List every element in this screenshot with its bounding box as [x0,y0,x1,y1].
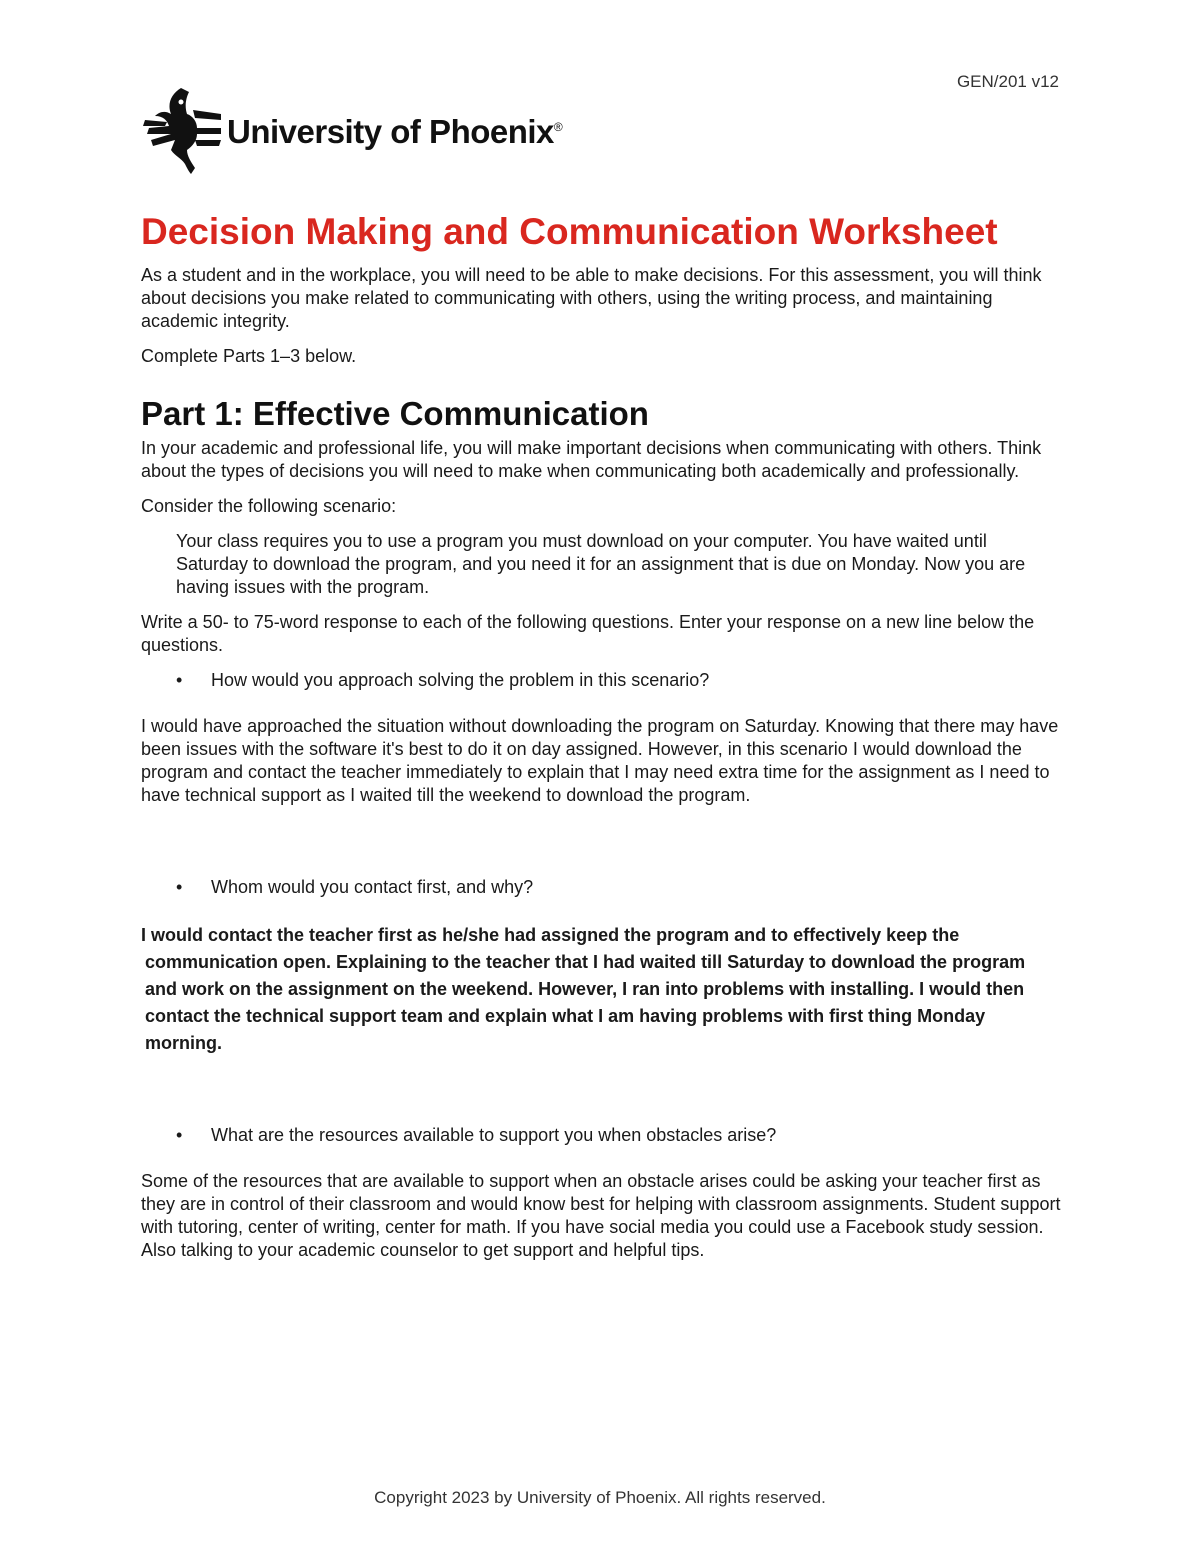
scenario-text: Your class requires you to use a program you must download on your computer. You have waited until Saturday to download the program, and you need it for an assignment that is due on Monday. Now you are having issues with the program. [176,530,1026,597]
question-list [141,669,1061,692]
answer-2[interactable]: I would contact the teacher first as he/she had assigned the program and to effectively keep the communication open. Explaining to the teacher that I had waited till Saturday to download the program and work on the assignment on the weekend. However, I ran into problems with installing. I would then contact the technical support team and explain what I am having problems with first thing Monday morning. [141,924,1026,1053]
question-list [141,1124,1061,1147]
part1-paragraph: In your academic and professional life, you will make important decisions when communicating with others. Think about the types of decisions you will need to make when communicating both academically and professionally. [141,437,1042,481]
course-code: GEN/201 v12 [956,72,1059,91]
question-3: • What are the resources available to support you when obstacles arise? [211,1124,1061,1147]
intro-paragraph: As a student and in the workplace, you will need to be able to make decisions. For this assessment, you will think about decisions you make related to communicating with others, using the writing process, and maintaining academic integrity. [141,265,1042,332]
registered-mark: ® [553,120,563,134]
part1-heading: Part 1: Effective Communication [141,395,649,433]
answer-3[interactable]: Some of the resources that are available to support when an obstacle arises could be asking your teacher first as they are in control of their classroom and would know best for helping with classroom assignments. Student support with tutoring, center of writing, center for math. If you have social media you could use a Facebook study session. Also talking to your academic counselor to get support and helpful tips. [141,1170,1061,1260]
question-1: • How would you approach solving the problem in this scenario? [211,669,1061,692]
response-instructions: Write a 50- to 75-word response to each of the following questions. Enter your response on a new line below the questions. [141,611,1035,655]
scenario-intro: Consider the following scenario: [141,495,397,516]
answer-1[interactable]: I would have approached the situation without downloading the program on Saturday. Knowing that there may have been issues with the software it's best to do it on day assigned. However, in this scenario I would download the program and contact the teacher immediately to explain that I may need extra time for the assignment as I need to have technical support as I waited till the weekend to download the program. [141,715,1059,805]
logo-text: University of Phoenix [227,113,554,150]
question-list [141,876,1061,899]
question-2: • Whom would you contact first, and why? [211,876,1061,899]
worksheet-content [141,210,1061,1262]
university-logo [141,84,562,176]
worksheet-title: Decision Making and Communication Worksheet [141,211,998,252]
intro-instruction: Complete Parts 1–3 below. [141,346,357,367]
phoenix-bird-icon [141,84,223,176]
copyright-footer: Copyright 2023 by University of Phoenix. All rights reserved. [374,1488,826,1507]
